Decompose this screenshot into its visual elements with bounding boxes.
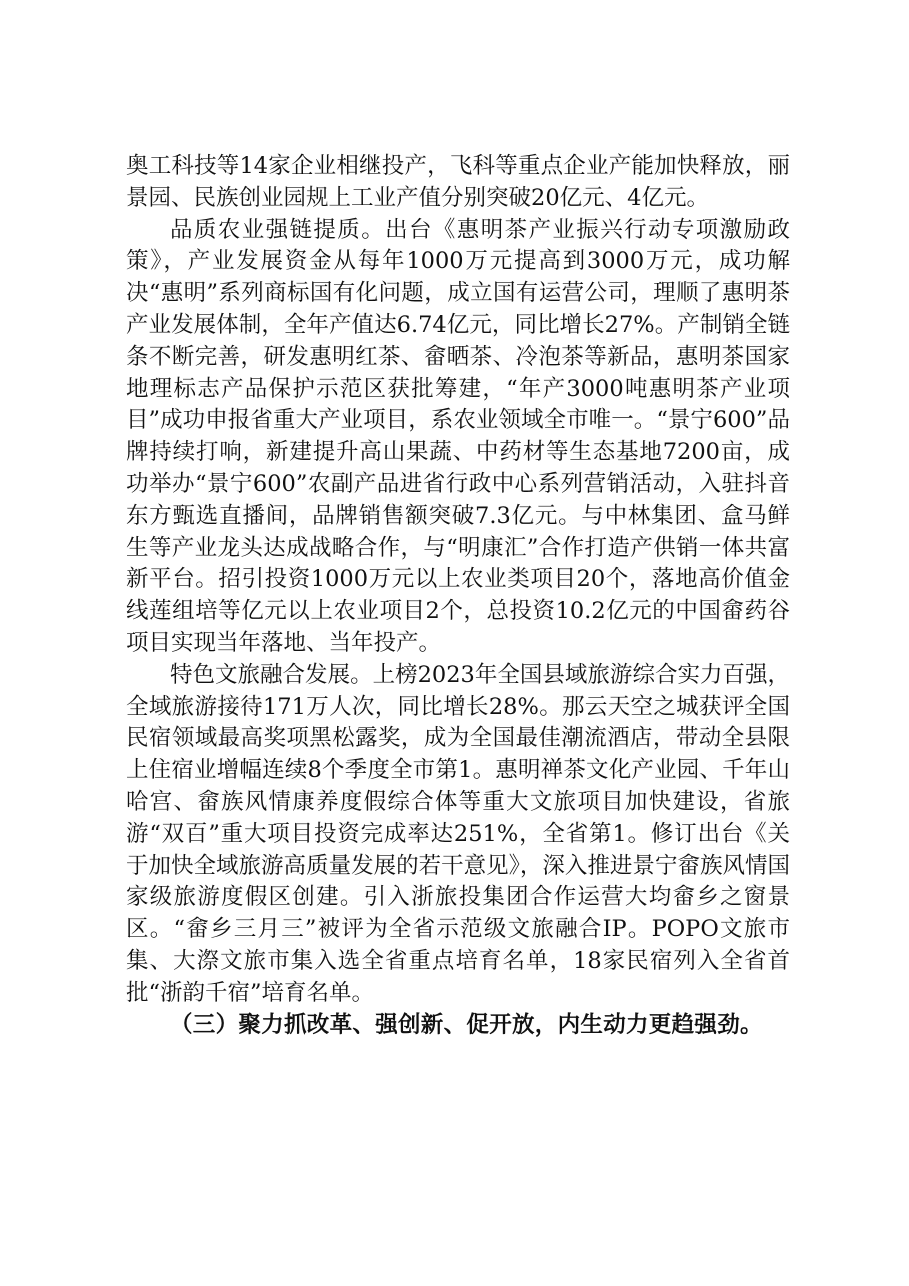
paragraph-quality-agriculture: 品质农业强链提质。出台《惠明茶产业振兴行动专项激励政策》，产业发展资金从每年1000万元提高到3000万元，成功解决“惠明”系列商标国有化问题，成立国有运营公司，理顺了惠明茶产业发展体制，全年产值达6.74亿元，同比增长27%。产制销全链条不断完善，研发惠明红茶、畲晒茶、冷泡茶等新品，惠明茶国家地理标志产品保护示范区获批筹建，“年产3000吨惠明茶产业项目”成功申报省重大产业项目，系农业领域全市唯一。“景宁600”品牌持续打响，新建提升高山果蔬、中药材等生态基地7200亩，成功举办“景宁600”农副产品进省行政中心系列营销活动，入驻抖音东方甄选直播间，品牌销售额突破7.3亿元。与中林集团、盒马鲜生等产业龙头达成战略合作，与“明康汇”合作打造产供销一体共富新平台。招引投资1000万元以上农业类项目20个，落地高价值金线莲组培等亿元以上农业项目2个，总投资10.2亿元的中国畲药谷项目实现当年落地、当年投产。 [126,216,790,656]
section-heading: （三）聚力抓改革、强创新、促开放，内生动力更趋强劲。 [170,1011,763,1038]
paragraph-industry-continuation: 奥工科技等14家企业相继投产，飞科等重点企业产能加快释放，丽景园、民族创业园规上工业产值分别突破20亿元、4亿元。 [126,153,790,211]
document-body [126,151,790,1041]
paragraph-cultural-tourism: 特色文旅融合发展。上榜2023年全国县域旅游综合实力百强，全域旅游接待171万人次，同比增长28%。那云天空之城获评全国民宿领域最高奖项黑松露奖，成为全国最佳潮流酒店，带动全县限上住宿业增幅连续8个季度全市第1。惠明禅茶文化产业园、千年山哈宫、畲族风情康养度假综合体等重大文旅项目加快建设，省旅游“双百”重大项目投资完成率达251%，全省第1。修订出台《关于加快全域旅游高质量发展的若干意见》，深入推进景宁畲族风情国家级旅游度假区创建。引入浙旅投集团合作运营大均畲乡之窗景区。“畲乡三月三”被评为全省示范级文旅融合IP。POPO文旅市集、大漈文旅市集入选全省重点培育名单，18家民宿列入全省首批“浙韵千宿”培育名单。 [126,661,790,1006]
